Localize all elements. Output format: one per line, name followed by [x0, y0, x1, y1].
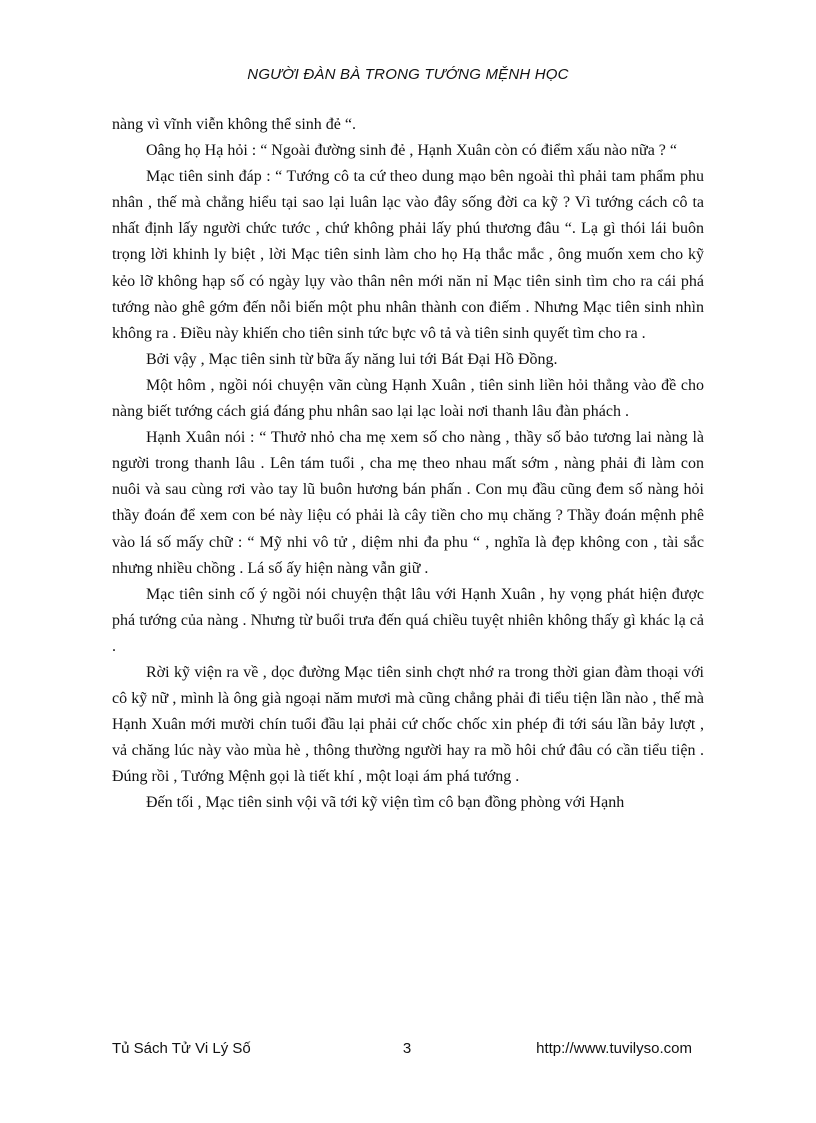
paragraph-continuation: nàng vì vĩnh viễn không thể sinh đẻ “.: [112, 116, 356, 133]
paragraph: Mạc tiên sinh cố ý ngồi nói chuyện thật lâu với Hạnh Xuân , hy vọng phát hiện được phá tướng của nàng . Nhưng từ buổi trưa đến quá chiều tuyệt nhiên không thấy gì khác lạ cả .: [112, 585, 704, 655]
footer-url-link[interactable]: http://www.tuvilyso.com: [536, 1040, 692, 1057]
footer-book-title: Tủ Sách Tử Vi Lý Số: [112, 1040, 251, 1057]
paragraph: Mạc tiên sinh đáp : “ Tướng cô ta cứ theo dung mạo bên ngoài thì phải tam phẩm phu nhân , thế mà chẳng hiểu tại sao lại luân lạc vào đây sống đời ca kỹ ? Vì tướng cách cô ta nhất định lấy người chức tước , chứ không phải lấy phú thương đâu “. Lạ gì thói lái buôn trọng lời khinh ly biệt , lời Mạc tiên sinh làm cho họ Hạ thắc mắc , ông muốn xem cho kỹ kẻo lỡ không hạp số có ngày lụy vào thân nên mới năn nỉ Mạc tiên sinh tìm cho ra cái phá tướng nào ghê gớm đến nỗi biến một phu nhân thành con điếm . Nhưng Mạc tiên sinh nhìn không ra . Điều này khiến cho tiên sinh tức bực vô tả và tiên sinh quyết tìm cho ra .: [112, 168, 704, 342]
page-number: 3: [402, 1040, 412, 1057]
paragraph: Oâng họ Hạ hỏi : “ Ngoài đường sinh đẻ , Hạnh Xuân còn có điểm xấu nào nữa ? “: [146, 142, 677, 160]
paragraph: Một hôm , ngồi nói chuyện vãn cùng Hạnh Xuân , tiên sinh liền hỏi thẳng vào đề cho nàng biết tướng cách giá đáng phu nhân sao lại lạc loài nơi thanh lâu đàn phách .: [112, 376, 704, 421]
body-text: [112, 112, 704, 817]
running-header: NGƯỜI ĐÀN BÀ TRONG TƯỚNG MỆNH HỌC: [247, 66, 569, 83]
paragraph: Rời kỹ viện ra về , dọc đường Mạc tiên sinh chợt nhớ ra trong thời gian đàm thoại với cô kỹ nữ , mình là ông già ngoại năm mươi mà cũng chẳng phải đi tiểu tiện lần nào , thế mà Hạnh Xuân mới mười chín tuổi đầu lại phải cứ chốc chốc xin phép đi tới sáu lần bảy lượt , vả chăng lúc này vào mùa hè , thông thường người hay ra mồ hôi chứ đâu có cần tiểu tiện . Đúng rồi , Tướng Mệnh gọi là tiết khí , một loại ám phá tướng .: [112, 663, 704, 786]
paragraph: Hạnh Xuân nói : “ Thưở nhỏ cha mẹ xem số cho nàng , thầy số bảo tương lai nàng là người trong thanh lâu . Lên tám tuổi , cha mẹ theo nhau mất sớm , nàng phải đi làm con nuôi và sau cùng rơi vào tay lũ buôn hương bán phấn . Con mụ đầu cũng đem số nàng hỏi thầy đoán để xem con bé này liệu có phải là cây tiền cho mụ chăng ? Thầy đoán mệnh phê vào lá số mấy chữ : “ Mỹ nhi vô tử , diệm nhi đa phu “ , nghĩa là đẹp không con , tài sắc nhưng nhiều chồng . Lá số ấy hiện nàng vẫn giữ .: [112, 429, 704, 577]
page-footer: [112, 1040, 692, 1060]
paragraph: Đến tối , Mạc tiên sinh vội vã tới kỹ viện tìm cô bạn đồng phòng với Hạnh: [146, 794, 625, 812]
paragraph: Bởi vậy , Mạc tiên sinh từ bữa ấy năng lui tới Bát Đại Hồ Đồng.: [146, 350, 558, 368]
